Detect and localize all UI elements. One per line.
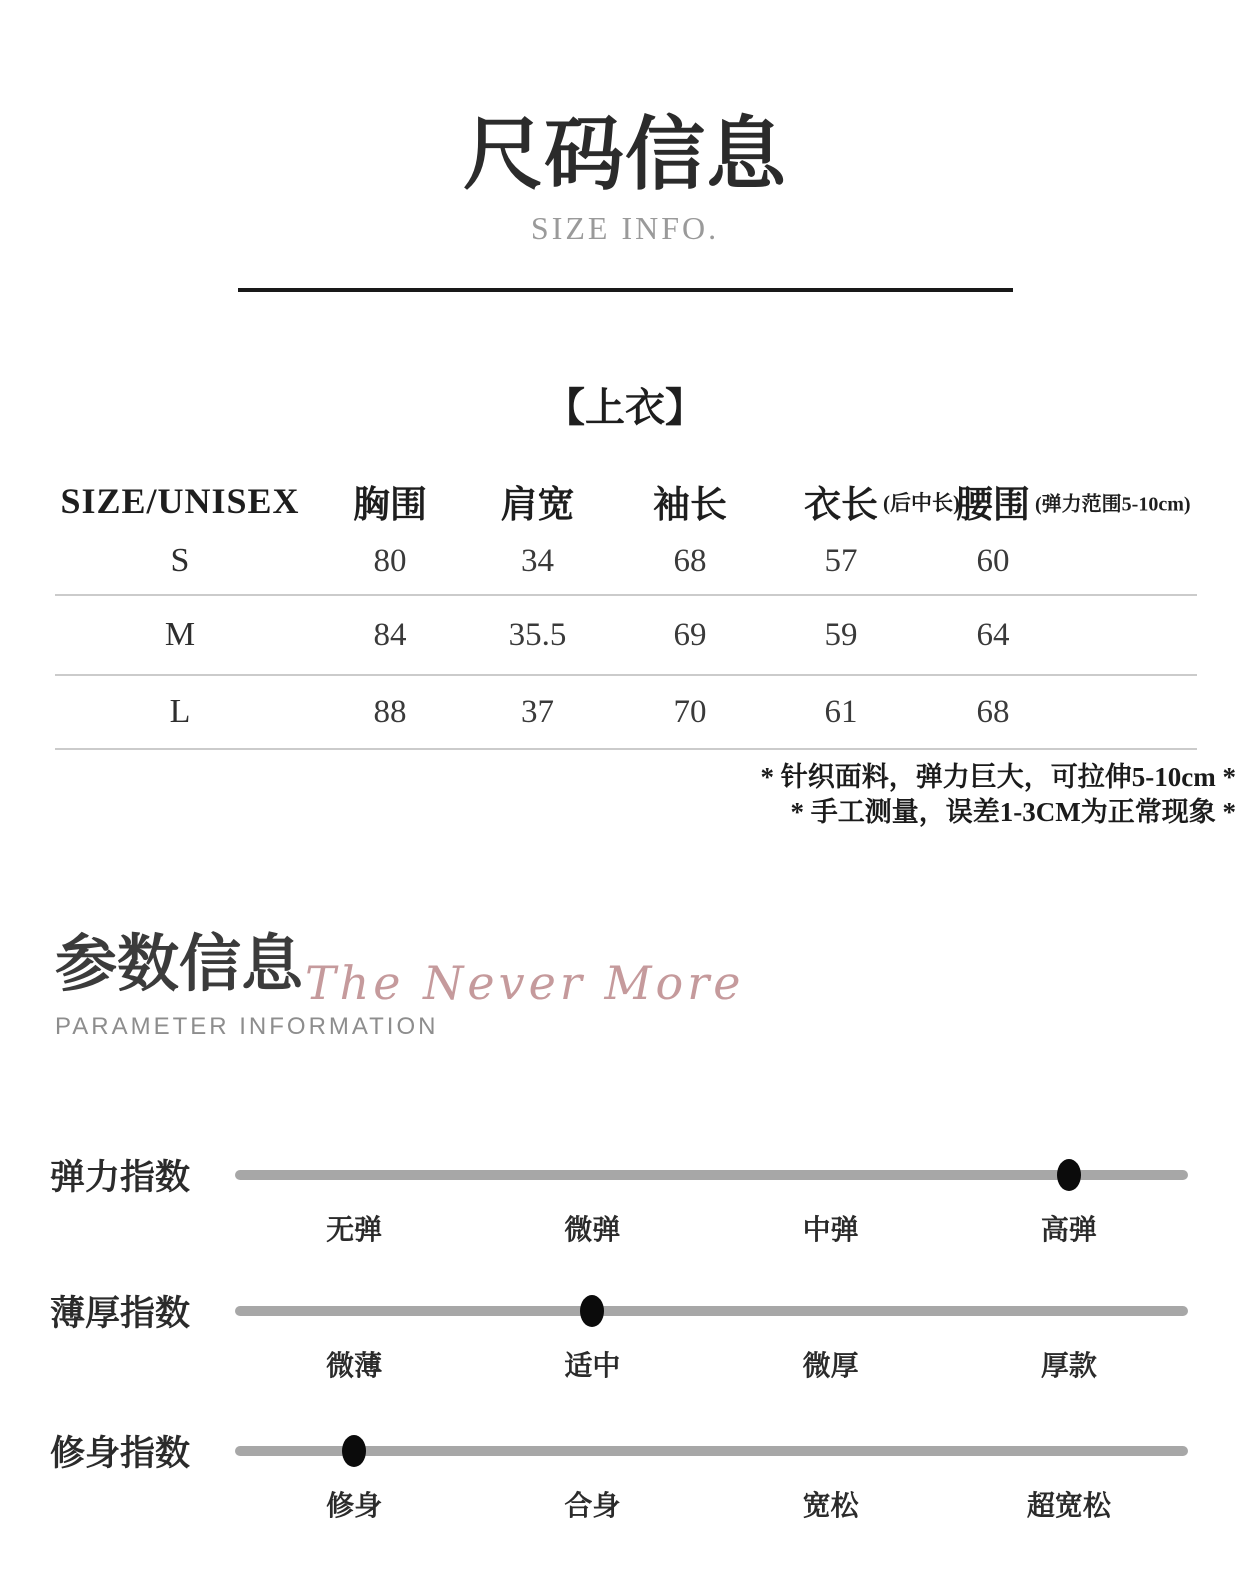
parameter-sliders (0, 1153, 1250, 1527)
slider-option: 合身 (564, 1491, 621, 1522)
slider-elasticity (50, 1153, 1250, 1251)
size-table-header (55, 474, 1197, 528)
slider-options (235, 1211, 1188, 1251)
slider-option: 适中 (564, 1351, 621, 1382)
slider-label: 修身指数 (50, 1434, 191, 1473)
column-header-length: 衣长 (后中长) (804, 485, 960, 526)
slider-thickness (50, 1289, 1250, 1387)
shoulder-value: 37 (521, 693, 554, 730)
chest-value: 84 (373, 616, 407, 653)
slider-dot (1057, 1159, 1081, 1191)
slider-track (235, 1170, 1188, 1180)
slider-option: 微弹 (564, 1215, 621, 1246)
slider-option: 超宽松 (1026, 1491, 1111, 1522)
slider-row (50, 1153, 1250, 1197)
slider-dot (342, 1435, 366, 1467)
shoulder-value: 34 (521, 542, 554, 579)
waist-value: 64 (976, 616, 1010, 653)
size-cell: L (169, 693, 191, 730)
slider-fit (50, 1429, 1250, 1527)
slider-option: 修身 (326, 1491, 383, 1522)
slider-option: 高弹 (1040, 1215, 1097, 1246)
column-header-waist-note: (弹力范围5-10cm) (1035, 493, 1191, 516)
column-header-shoulder: 肩宽 (500, 485, 575, 526)
column-header-waist: 腰围 (弹力范围5-10cm) (956, 485, 1191, 526)
sleeve-value: 69 (673, 616, 707, 653)
measurement-notes (0, 760, 1250, 830)
slider-option: 宽松 (802, 1491, 859, 1522)
column-header-chest: 胸围 (353, 485, 427, 526)
size-cell: M (164, 616, 196, 653)
section-heading-top: 【上衣】 (545, 385, 705, 430)
parameter-header (55, 930, 1250, 1042)
note-fabric: * 针织面料，弹力巨大，可拉伸5-10cm * (760, 762, 1236, 792)
slider-option: 厚款 (1040, 1351, 1097, 1382)
size-table (55, 474, 1197, 750)
title-divider-line (238, 288, 1013, 292)
page-title: 尺码信息 (463, 112, 787, 200)
parameter-subheading: PARAMETER INFORMATION (55, 1013, 439, 1041)
table-row-m (55, 596, 1197, 676)
column-header-sleeve: 袖长 (653, 485, 727, 526)
column-header-length-note: (后中长) (883, 491, 960, 516)
parameter-heading: 参数信息 (55, 931, 304, 999)
slider-dot (580, 1295, 604, 1327)
slider-track (235, 1306, 1188, 1316)
table-row-s (55, 528, 1197, 596)
waist-value: 60 (976, 542, 1010, 579)
page-subtitle: SIZE INFO. (530, 210, 720, 246)
slider-row (50, 1289, 1250, 1333)
length-value: 61 (824, 693, 858, 730)
slider-row (50, 1429, 1250, 1473)
slider-options (235, 1487, 1188, 1527)
slider-label: 薄厚指数 (50, 1294, 191, 1333)
slider-option: 微薄 (326, 1351, 383, 1382)
sleeve-value: 68 (673, 542, 707, 579)
slider-track (235, 1446, 1188, 1456)
column-header-size: SIZE/UNISEX (60, 481, 300, 521)
note-tolerance: * 手工测量，误差1-3CM为正常现象 * (790, 797, 1236, 827)
length-value: 57 (824, 542, 858, 579)
title-block (0, 0, 1250, 292)
length-value: 59 (824, 616, 858, 653)
slider-options (235, 1347, 1188, 1387)
slider-label: 弹力指数 (50, 1158, 191, 1197)
table-row-l (55, 676, 1197, 750)
slider-option: 微厚 (802, 1351, 859, 1382)
shoulder-value: 35.5 (508, 616, 567, 653)
slider-option: 中弹 (802, 1215, 859, 1246)
waist-value: 68 (976, 693, 1010, 730)
slider-option: 无弹 (326, 1215, 383, 1246)
sleeve-value: 70 (673, 693, 707, 730)
size-cell: S (170, 542, 190, 579)
chest-value: 88 (373, 693, 407, 730)
brand-script-text: The Never More (305, 956, 745, 1010)
chest-value: 80 (373, 542, 407, 579)
